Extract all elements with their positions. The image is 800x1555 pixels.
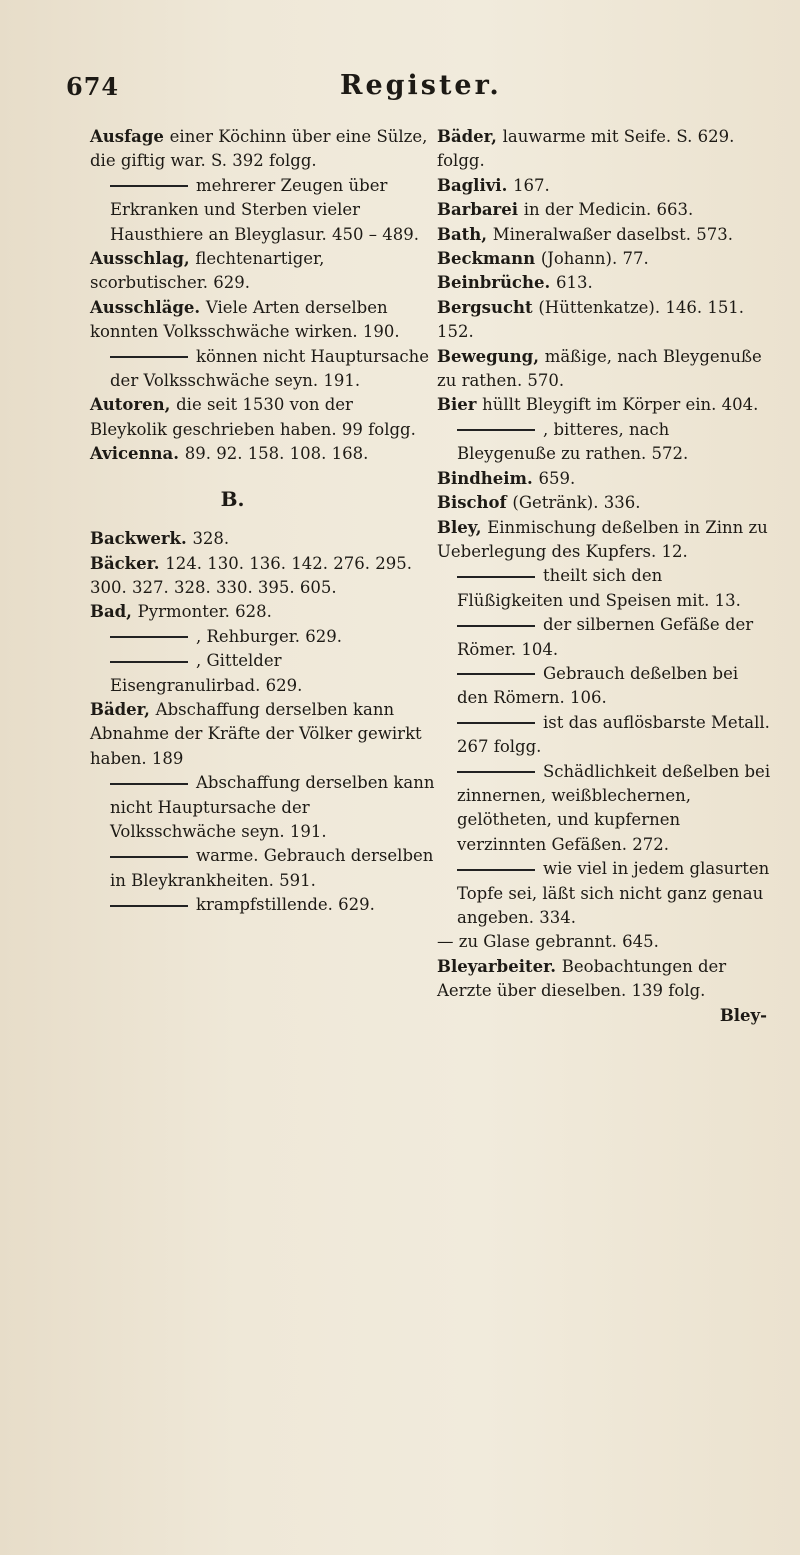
entry-headword: Bewegung, — [437, 346, 545, 366]
entry-headword: Bath, — [437, 224, 493, 244]
entry-headword: Avicenna. — [90, 444, 185, 464]
index-entry — [437, 271, 773, 295]
ditto-dash — [110, 661, 188, 663]
entry-text: 167. — [513, 175, 550, 195]
index-entry — [90, 345, 435, 394]
entry-headword: Backwerk. — [90, 529, 193, 549]
entry-headword: Bischof — [437, 493, 513, 513]
index-entry — [90, 625, 435, 649]
ditto-dash — [457, 722, 535, 724]
ditto-dash — [110, 783, 188, 785]
entry-text: warme. Gebrauch derselben in Bleykrankheiten. 591. — [110, 846, 434, 890]
entry-text: , bitteres, nach Bleygenuße zu rathen. 572. — [457, 419, 689, 464]
entry-text: , Gittelder Eisengranulirbad. 629. — [110, 651, 303, 695]
entry-text: Abschaffung derselben kann nicht Hauptursache der Volksschwäche seyn. 191. — [110, 773, 435, 841]
index-entry — [90, 600, 435, 624]
catchword: Bley- — [719, 1005, 767, 1025]
entry-text: krampfstillende. 629. — [196, 895, 375, 915]
index-entry — [90, 771, 435, 844]
entry-headword: Ausfage — [90, 127, 170, 146]
entry-text: hüllt Bleygift im Körper ein. 404. — [482, 395, 759, 415]
entry-headword: Bäder, — [90, 699, 156, 719]
index-entry — [90, 247, 435, 296]
index-entry — [437, 516, 773, 565]
index-entry — [437, 125, 773, 174]
index-entry — [437, 760, 773, 858]
entry-text: Gebrauch deßelben bei den Römern. 106. — [457, 663, 739, 708]
index-entry — [437, 711, 773, 760]
index-entry — [437, 491, 773, 515]
entry-headword: Barbarei — [437, 200, 524, 220]
entry-text: wie viel in jedem glasurten Topfe sei, läßt sich nicht ganz genau angeben. 334. — [457, 859, 770, 927]
page-header — [0, 72, 800, 112]
index-entry — [90, 393, 435, 442]
entry-text: die seit 1530 von der Bleykolik geschrieben haben. 99 folgg. — [90, 395, 416, 439]
entry-text: mehrerer Zeugen über Erkranken und Sterben vieler Hausthiere an Bleyglasur. 450 – 489. — [110, 175, 420, 244]
entry-headword: Beinbrüche. — [437, 273, 556, 293]
index-entry — [90, 844, 435, 893]
entry-text: (Getränk). 336. — [512, 493, 641, 513]
ditto-dash — [110, 856, 188, 858]
index-entry — [90, 442, 435, 466]
entry-text: 328. — [192, 529, 230, 549]
index-entry — [437, 930, 773, 954]
index-entry — [437, 247, 773, 271]
entry-text: einer Köchinn über eine Sülze, die giftig war. S. 392 folgg. — [90, 127, 428, 171]
entry-text: flechtenartiger, scorbutischer. 629. — [90, 249, 325, 293]
index-entry — [437, 393, 773, 417]
entry-headword: Bergsucht — [437, 297, 539, 317]
entry-text: Viele Arten derselben konnten Volksschwäche wirken. 190. — [90, 297, 400, 342]
index-entry — [437, 955, 773, 1004]
entry-text: 89. 92. 158. 108. 168. — [184, 444, 369, 464]
left-entries-a — [90, 125, 435, 467]
page-number: 674 — [66, 72, 120, 101]
left-entries-b — [90, 527, 435, 918]
ditto-dash — [110, 905, 188, 907]
ditto-dash — [457, 771, 535, 773]
index-entry — [437, 662, 773, 711]
ditto-dash — [110, 636, 188, 638]
ditto-dash — [110, 356, 188, 358]
entry-text: , Rehburger. 629. — [196, 626, 343, 646]
entry-text: mäßige, nach Bleygenuße zu rathen. 570. — [437, 346, 762, 391]
entry-text: Abschaffung derselben kann Abnahme der Kräfte der Völker gewirkt haben. 189 — [90, 699, 422, 768]
index-entry — [90, 296, 435, 345]
entry-headword: Bäcker. — [90, 553, 166, 573]
index-entry — [437, 613, 773, 662]
index-entry — [437, 467, 773, 491]
index-entry — [437, 564, 773, 613]
entry-text: theilt sich den Flüßigkeiten und Speisen mit. 13. — [457, 566, 741, 610]
ditto-dash — [457, 673, 535, 675]
entry-headword: Bäder, — [437, 127, 503, 146]
ditto-dash — [457, 625, 535, 627]
entry-text: Beobachtungen der Aerzte über dieselben. 139 folg. — [437, 956, 727, 1001]
entry-text: Pyrmonter. 628. — [137, 602, 272, 622]
index-entry — [437, 418, 773, 467]
index-entry — [437, 198, 773, 222]
index-entry — [437, 345, 773, 394]
index-entry — [437, 296, 773, 345]
ditto-dash — [457, 429, 535, 431]
index-entry — [437, 857, 773, 930]
entry-headword: Beckmann — [437, 249, 541, 269]
entry-text: (Johann). 77. — [540, 249, 649, 269]
right-column — [437, 125, 773, 1028]
index-entry — [437, 174, 773, 198]
index-entry — [90, 527, 435, 551]
index-entry — [90, 552, 435, 601]
running-title: Register. — [340, 70, 502, 101]
entry-text: 659. — [538, 468, 576, 488]
index-entry — [437, 223, 773, 247]
entry-headword: Bier — [437, 395, 483, 415]
entry-headword: Ausschläge. — [90, 297, 206, 317]
index-entry — [90, 125, 435, 174]
entry-text: Schädlichkeit deßelben bei zinnernen, weißblechernen, gelötheten, und kupfernen verzinnten Gefäßen. 272. — [457, 761, 771, 854]
entry-headword: Bley, — [437, 517, 488, 537]
right-entries — [437, 125, 773, 1004]
index-entry — [90, 649, 435, 698]
section-letter: B. — [220, 486, 245, 511]
entry-text: lauwarme mit Seife. S. 629. folgg. — [437, 127, 735, 171]
entry-text: 124. 130. 136. 142. 276. 295. 300. 327. 328. 330. 395. 605. — [90, 553, 412, 597]
ditto-dash — [457, 869, 535, 871]
entry-text: Mineralwaßer daselbst. 573. — [492, 224, 733, 244]
entry-text: in der Medicin. 663. — [523, 200, 694, 220]
entry-headword: Baglivi. — [437, 175, 514, 195]
entry-text: (Hüttenkatze). 146. 151. 152. — [437, 297, 745, 342]
left-column — [90, 125, 435, 918]
entry-text: Einmischung deßelben in Zinn zu Ueberlegung des Kupfers. 12. — [437, 517, 768, 561]
entry-headword: Ausschlag, — [90, 249, 196, 269]
entry-text: — zu Glase gebrannt. 645. — [437, 932, 659, 952]
index-entry — [90, 893, 435, 917]
entry-headword: Bad, — [90, 602, 138, 622]
entry-headword: Autoren, — [90, 395, 177, 415]
ditto-dash — [110, 185, 188, 187]
ditto-dash — [457, 576, 535, 578]
entry-text: ist das auflösbarste Metall. 267 folgg. — [457, 712, 770, 757]
entry-headword: Bleyarbeiter. — [437, 956, 562, 976]
entry-text: 613. — [555, 273, 593, 293]
index-entry — [90, 698, 435, 771]
entry-text: der silbernen Gefäße der Römer. 104. — [457, 615, 754, 659]
entry-text: können nicht Hauptursache der Volksschwäche seyn. 191. — [110, 346, 429, 391]
index-entry — [90, 174, 435, 247]
entry-headword: Bindheim. — [437, 468, 539, 488]
